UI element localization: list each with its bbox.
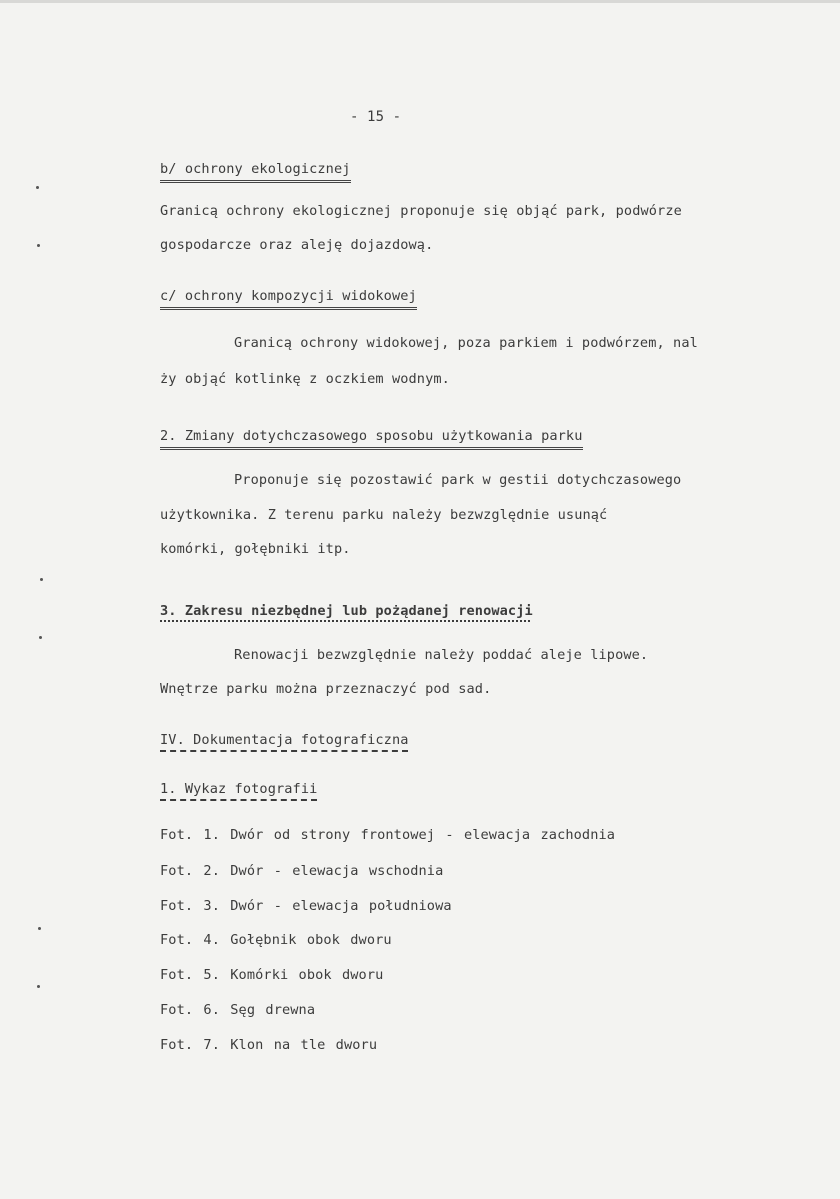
margin-dot [38,927,41,930]
page-number: - 15 - [350,109,402,125]
section-2-line-3: komórki, gołębniki itp. [160,541,351,557]
section-c-line-1: Granicą ochrony widokowej, poza parkiem i podwórzem, nal [234,335,698,351]
photo-list-item: Fot. 6. Sęg drewna [160,1002,316,1018]
section-2-line-2: użytkownika. Z terenu parku należy bezwzględnie usunąć [160,507,608,523]
section-2-heading: 2. Zmiany dotychczasowego sposobu użytkowania parku [160,427,583,450]
section-3-heading: 3. Zakresu niezbędnej lub pożądanej renowacji [160,603,533,619]
margin-dot [37,985,40,988]
scan-edge [0,0,840,3]
photo-list-item: Fot. 5. Komórki obok dworu [160,967,384,983]
section-b-line-1: Granicą ochrony ekologicznej proponuje się objąć park, podwórze [160,203,682,219]
margin-dot [37,244,40,247]
photo-list-item: Fot. 7. Klon na tle dworu [160,1037,378,1053]
section-3-line-1: Renowacji bezwzględnie należy poddać aleje lipowe. [234,647,649,663]
section-c-line-2: ży objąć kotlinkę z oczkiem wodnym. [160,371,450,387]
photo-list-item: Fot. 4. Gołębnik obok dworu [160,932,392,948]
margin-dot [36,186,39,189]
section-iv-heading: IV. Dokumentacja fotograficzna [160,732,409,748]
photo-list-item: Fot. 2. Dwór - elewacja wschodnia [160,863,444,879]
photo-list-item: Fot. 1. Dwór od strony frontowej - elewacja zachodnia [160,827,616,843]
section-3-line-2: Wnętrze parku można przeznaczyć pod sad. [160,681,492,697]
section-iv-1-heading: 1. Wykaz fotografii [160,781,318,797]
margin-dot [40,578,43,581]
section-b-line-2: gospodarcze oraz aleję dojazdową. [160,237,434,253]
margin-dot [39,636,42,639]
section-2-line-1: Proponuje się pozostawić park w gestii dotychczasowego [234,472,682,488]
section-c-heading: c/ ochrony kompozycji widokowej [160,287,417,310]
section-b-heading: b/ ochrony ekologicznej [160,160,351,183]
photo-list-item: Fot. 3. Dwór - elewacja południowa [160,898,452,914]
